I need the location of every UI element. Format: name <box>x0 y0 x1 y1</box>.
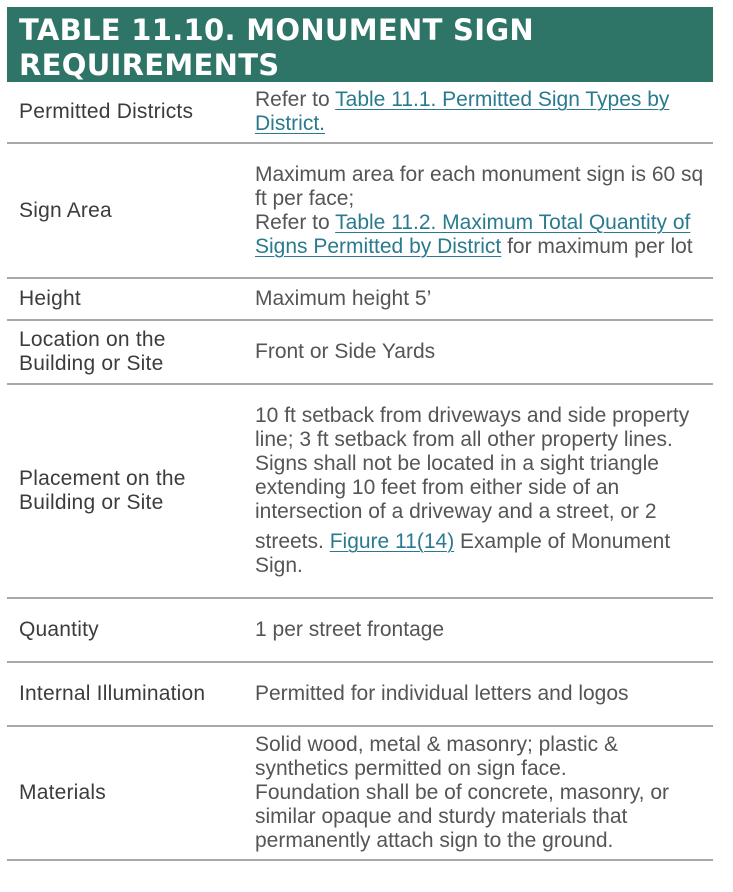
row-value: 1 per street frontage <box>255 618 445 641</box>
value-suffix: for maximum per lot <box>501 234 693 258</box>
row-label: Sign Area <box>19 198 112 222</box>
table-row-quantity <box>7 599 713 663</box>
row-value <box>243 733 713 853</box>
row-label: Placement on the Building or Site <box>19 467 186 514</box>
table-title: TABLE 11.10. MONUMENT SIGN REQUIREMENTS <box>7 7 713 82</box>
value-line: Solid wood, metal & masonry; plastic & synthetics permitted on sign face. <box>255 733 618 780</box>
value-prefix: Refer to <box>255 210 336 234</box>
value-line: 10 ft setback from driveways and side property line; 3 ft setback from all other property lines. <box>255 404 690 451</box>
row-value: Permitted for individual letters and logos <box>255 682 629 705</box>
monument-sign-table <box>7 7 713 861</box>
value-line: Maximum area for each monument sign is 60 sq ft per face; <box>255 162 704 210</box>
table-row-internal-illumination <box>7 663 713 727</box>
row-label: Location on the Building or Site <box>19 328 166 375</box>
value-line <box>255 211 705 259</box>
value-line <box>255 530 705 578</box>
row-value <box>243 163 713 259</box>
row-label: Permitted Districts <box>19 100 194 123</box>
row-label: Quantity <box>19 618 99 641</box>
table-row-sign-area <box>7 144 713 279</box>
value-line: Signs shall not be located in a sight triangle extending 10 feet from either side of an intersection of a driveway and a street, or 2 <box>255 452 659 523</box>
row-label: Height <box>19 287 81 310</box>
value-prefix: Refer to <box>255 88 336 111</box>
table-11-1-link[interactable]: Table 11.1. Permitted Sign Types by District. <box>255 88 670 135</box>
table-row-permitted-districts <box>7 82 713 144</box>
row-value <box>243 404 713 578</box>
row-value: Front or Side Yards <box>255 340 436 363</box>
table-row-location <box>7 321 713 385</box>
table-row-materials <box>7 727 713 861</box>
row-value: Maximum height 5’ <box>255 287 432 310</box>
row-label: Internal Illumination <box>19 682 206 705</box>
row-label: Materials <box>19 781 106 804</box>
table-row-placement <box>7 385 713 599</box>
row-value <box>243 88 713 136</box>
value-line: Foundation shall be of concrete, masonry, or similar opaque and sturdy materials that permanently attach sign to the ground. <box>255 781 670 852</box>
table-11-2-link[interactable]: Table 11.2. Maximum Total Quantity of Signs Permitted by District <box>255 210 691 258</box>
figure-11-14-link[interactable]: Figure 11(14) <box>329 530 455 553</box>
table-row-height <box>7 279 713 321</box>
value-prefix: streets. <box>255 530 330 553</box>
value-suffix: Example of Monument Sign. <box>255 530 671 577</box>
